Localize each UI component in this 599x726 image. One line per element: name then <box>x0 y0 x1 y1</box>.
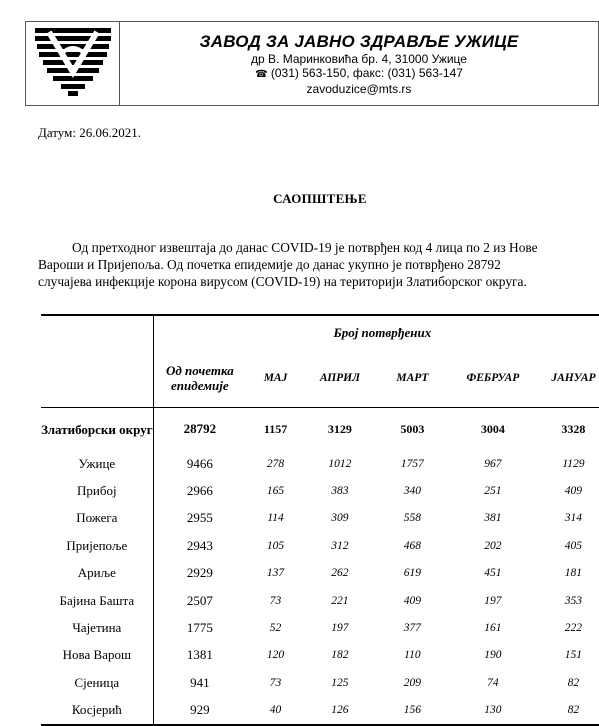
cell: 197 <box>331 622 349 635</box>
institute-name: ЗАВОД ЗА ЈАВНО ЗДРАВЉЕ УЖИЦЕ <box>199 32 519 51</box>
cell: 2966 <box>186 483 213 499</box>
table-row <box>41 669 599 696</box>
cell: 5003 <box>400 421 425 436</box>
cell: 405 <box>564 539 583 552</box>
cell: 377 <box>403 622 421 635</box>
announcement-paragraph <box>38 239 599 290</box>
cell: 340 <box>403 485 421 498</box>
cell: 114 <box>267 512 284 525</box>
column-header: Од почетка епидемије <box>153 349 246 408</box>
table-row <box>41 505 599 532</box>
institute-info <box>120 32 598 96</box>
row-name: Косјерић <box>41 697 153 725</box>
column-header: АПРИЛ <box>305 349 375 408</box>
cell: 619 <box>403 567 421 580</box>
row-name: Златиборски округ <box>41 408 153 451</box>
table-row <box>41 477 599 504</box>
cell: 125 <box>331 676 349 689</box>
letterhead <box>25 21 599 106</box>
cell: 52 <box>269 622 282 635</box>
cell: 929 <box>153 697 246 725</box>
cell: 3129 <box>327 421 352 436</box>
paragraph-line-1: Од претходног извештаја до данас COVID-19 је потврђен код 4 лица по 2 из Нове <box>72 240 538 255</box>
cell: 451 <box>484 567 502 580</box>
row-name: Прибој <box>41 477 153 504</box>
institute-address: др В. Маринковића бр. 4, 31000 Ужице <box>251 52 467 66</box>
column-header: ФЕБРУАР <box>450 349 536 408</box>
cell: 151 <box>564 649 583 662</box>
paragraph-line-2: Вароши и Пријепоља. Од почетка епидемије до данас укупно је потврђено 28792 <box>38 257 501 272</box>
cell: 262 <box>331 567 349 580</box>
cell: 197 <box>484 594 502 607</box>
cell: 161 <box>484 622 502 635</box>
row-name: Нова Варош <box>41 642 153 669</box>
cell: 278 <box>266 457 285 470</box>
row-name: Ариље <box>41 560 153 587</box>
date-line: Датум: 26.06.2021. <box>38 125 141 140</box>
cell: 2955 <box>186 510 213 526</box>
cell: 1129 <box>562 457 585 470</box>
cell: 130 <box>450 697 536 725</box>
cell: 156 <box>375 697 450 725</box>
institute-logo-icon <box>35 28 111 98</box>
row-name: Бајина Башта <box>41 587 153 614</box>
table-group-header-row <box>41 315 599 349</box>
paragraph-line-3: случајева инфекције корона вирусом (COVID-19) на територији Златиборског округа. <box>38 274 527 289</box>
page-title: САОПШТЕЊЕ <box>273 191 367 206</box>
logo-cell <box>26 22 120 105</box>
institute-phone: (031) 563-150, факс: (031) 563-147 <box>270 66 463 80</box>
table-row <box>41 587 599 614</box>
cell: 941 <box>190 674 210 690</box>
cell: 1775 <box>186 620 213 636</box>
cell: 409 <box>403 594 421 607</box>
table-header-row <box>41 349 599 408</box>
cell: 1381 <box>186 647 213 663</box>
cell: 3328 <box>561 421 586 436</box>
institute-email: zavoduzice@mts.rs <box>306 82 412 96</box>
row-name: Ужице <box>41 450 153 477</box>
cell: 40 <box>246 697 305 725</box>
cell: 314 <box>564 512 583 525</box>
cases-table <box>41 314 599 726</box>
cell: 120 <box>266 649 285 662</box>
cell: 409 <box>564 485 583 498</box>
cell: 468 <box>403 539 421 552</box>
cell: 221 <box>331 594 349 607</box>
cell: 137 <box>266 567 285 580</box>
cell: 1157 <box>263 421 288 436</box>
institute-phone-line <box>120 66 598 82</box>
cell: 28792 <box>183 421 217 436</box>
cell: 967 <box>484 457 502 470</box>
cell: 209 <box>403 676 421 689</box>
row-name: Пожега <box>41 505 153 532</box>
cell: 202 <box>484 539 502 552</box>
cell: 126 <box>305 697 375 725</box>
cell: 383 <box>331 485 349 498</box>
cell: 1757 <box>400 457 424 470</box>
column-header: МАРТ <box>375 349 450 408</box>
cell: 73 <box>269 676 282 689</box>
cell: 110 <box>404 649 421 662</box>
cell: 190 <box>484 649 502 662</box>
row-name: Пријепоље <box>41 532 153 559</box>
cell: 181 <box>564 567 583 580</box>
cell: 558 <box>403 512 421 525</box>
phone-icon: ☎ <box>255 69 268 80</box>
cell: 381 <box>484 512 502 525</box>
cell: 1012 <box>328 457 352 470</box>
table-row <box>41 450 599 477</box>
cell: 353 <box>564 594 583 607</box>
cell: 73 <box>269 594 282 607</box>
cell: 74 <box>487 676 499 689</box>
group-header: Број потврђених <box>153 315 599 349</box>
row-name: Сјеница <box>41 669 153 696</box>
cell: 222 <box>564 622 583 635</box>
table-row <box>41 642 599 669</box>
cell: 82 <box>567 676 580 689</box>
column-header: ЈАНУАР <box>536 349 599 408</box>
cell: 82 <box>536 697 599 725</box>
table-row-total <box>41 408 599 451</box>
cell: 3004 <box>480 421 505 436</box>
column-header: МАЈ <box>246 349 305 408</box>
table-row <box>41 560 599 587</box>
cell: 309 <box>331 512 349 525</box>
cell: 182 <box>331 649 349 662</box>
cell: 2507 <box>186 592 213 608</box>
table-row <box>41 532 599 559</box>
cell: 9466 <box>186 455 213 471</box>
cell: 2943 <box>186 537 213 553</box>
cell: 165 <box>266 485 285 498</box>
cell: 251 <box>484 485 502 498</box>
cell: 105 <box>266 539 285 552</box>
row-name: Чајетина <box>41 614 153 641</box>
cell: 2929 <box>186 565 213 581</box>
table-row <box>41 614 599 641</box>
cell: 312 <box>331 539 349 552</box>
